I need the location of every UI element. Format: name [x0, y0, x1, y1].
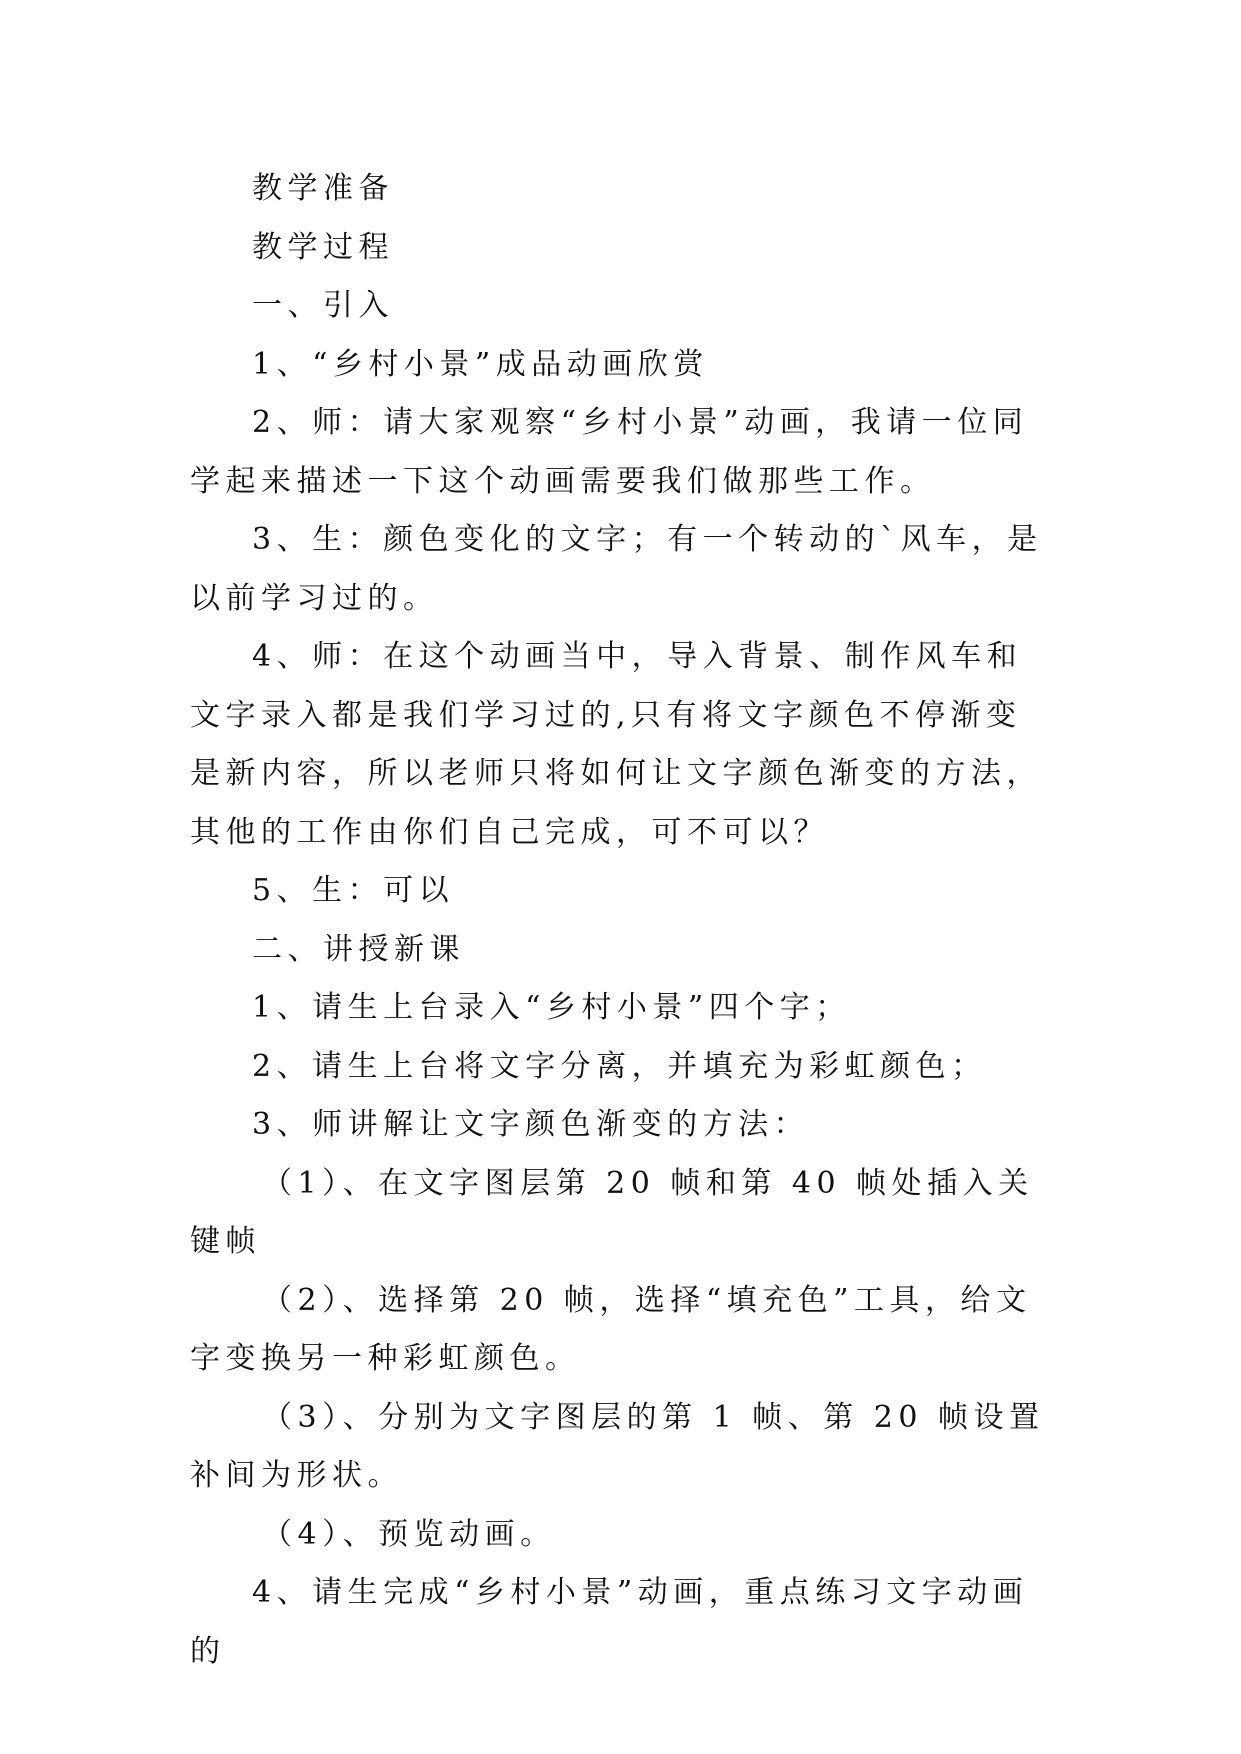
section-heading-new-lesson: 二、讲授新课 [252, 931, 465, 967]
paragraph-lesson-4: 4、请生完成“乡村小景”动画，重点练习文字动画的 [190, 1575, 1029, 1669]
paragraph-intro-3: 3、生：颜色变化的文字；有一个转动的`风车，是以前学习过的。 [190, 522, 1043, 616]
paragraph-intro-5: 5、生：可以 [252, 873, 455, 908]
paragraph-step-4: （4）、预览动画。 [262, 1516, 556, 1552]
paragraph-intro-1: 1、“乡村小景”成品动画欣赏 [252, 346, 709, 382]
paragraph-intro-2: 2、师：请大家观察“乡村小景”动画，我请一位同学起来描述一下这个动画需要我们做那些工作。 [190, 405, 1029, 499]
paragraph-lesson-3: 3、师讲解让文字颜色渐变的方法： [252, 1107, 810, 1142]
paragraph-lesson-2: 2、请生上台将文字分离，并填充为彩虹颜色； [252, 1048, 987, 1084]
paragraph-step-2: （2）、选择第 20 帧，选择“填充色”工具，给文字变换另一种彩虹颜色。 [190, 1282, 1032, 1376]
paragraph-intro-4: 4、师：在这个动画当中，导入背景、制作风车和文字录入都是我们学习过的,只有将文字颜色不停渐变是新内容，所以老师只将如何让文字颜色渐变的方法，其他的工作由你们自己完成，可不可以？ [190, 639, 1042, 850]
paragraph-step-3: （3）、分别为文字图层的第 1 帧、第 20 帧设置补间为形状。 [190, 1399, 1045, 1493]
document-body [190, 160, 1050, 1681]
section-heading-introduction: 一、引入 [252, 288, 394, 323]
paragraph-step-1: （1）、在文字图层第 20 帧和第 40 帧处插入关键帧 [190, 1165, 1034, 1259]
heading-teaching-preparation: 教学准备 [252, 171, 394, 206]
paragraph-lesson-1: 1、请生上台录入“乡村小景”四个字； [252, 990, 851, 1025]
heading-teaching-process: 教学过程 [252, 229, 394, 265]
